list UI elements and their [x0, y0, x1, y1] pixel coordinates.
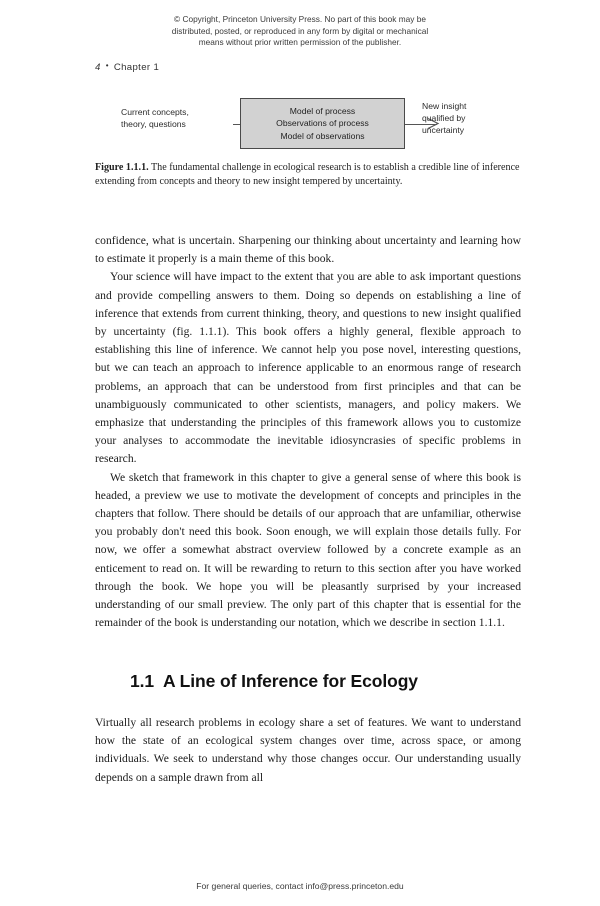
- figure-caption-label: Figure 1.1.1.: [95, 162, 149, 173]
- section-heading: [130, 671, 418, 692]
- diagram-input-label: [121, 106, 233, 130]
- diagram-input-label-line-1: Current concepts,: [121, 107, 189, 117]
- footer-text: For general queries, contact info@press.princeton.edu: [196, 881, 404, 891]
- diagram-box-line-1: Model of process: [289, 105, 356, 116]
- closing-paragraph: Virtually all research problems in ecology share a set of features. We want to understand how the state of an ecological system changes over time, across space, or among individuals. We seek to understand why those changes occur. Our understanding usually depends on a sample drawn from all: [95, 716, 521, 784]
- diagram-output-label-line-2: qualified by: [422, 113, 466, 124]
- copyright-line-3: means without prior written permission of the publisher.: [198, 37, 402, 48]
- copyright-line-2: distributed, posted, or reproduced in any form by digital or mechanical: [171, 25, 429, 36]
- body-paragraph-2: Your science will have impact to the extent that you are able to ask important questions and provide compelling answers to them. Doing so depends on establishing a line of inference that extends from current thinking, theory, and questions to new insight qualified by uncertainty (fig. 1.1.1). This book offers a highly general, flexible approach to establishing this line of inference. We cannot help you pose novel, interesting questions, but we can teach an approach to inference applicable to an enormous range of research problems, an approach that can be understood from first principles and that can be unambiguously communicated to other scientists, managers, and policy makers. We emphasize that understanding the principles of this framework allows you to customize your analyses to accommodate the inevitable idiosyncrasies of specific problems in research.: [95, 270, 521, 466]
- body-paragraph-3: We sketch that framework in this chapter to give a general sense of where this book is headed, a preview we use to motivate the development of concepts and principles in the chapters that follow. There should be details of our approach that are unfamiliar, otherwise you probably don't need this book. Soon enough, we will explain those details fully. For now, we offer a somewhat abstract overview followed by a concrete example as an enticement to read on. It will be rewarding to return to this section after you have worked through the book. We hope you will be pleasantly surprised by your increased understanding of our small preview. The only part of this chapter that is essential for the remainder of the book is understanding our notation, which we describe in section 1.1.1.: [95, 470, 521, 630]
- page-footer: [0, 881, 600, 891]
- body-text-column: [95, 232, 521, 632]
- figure-caption-text: The fundamental challenge in ecological research is to establish a credible line of inference extending from concepts and theory to new insight tempered by uncertainty.: [95, 162, 520, 188]
- section-number: 1.1: [130, 671, 155, 691]
- chapter-label: Chapter 1: [113, 62, 160, 73]
- diagram-box-line-2: Observations of process: [276, 118, 369, 129]
- diagram-process-box: [240, 98, 405, 149]
- diagram-box-line-3: Model of observations: [280, 130, 365, 141]
- diagram-input-label-line-2: theory, questions: [121, 119, 186, 130]
- copyright-notice: [100, 14, 500, 49]
- diagram-output-label: [422, 100, 532, 137]
- section-body-text: [95, 714, 521, 787]
- body-paragraph-1: confidence, what is uncertain. Sharpening our thinking about uncertainty and learning how to estimate it properly is a main theme of this book.: [95, 234, 521, 266]
- running-head: [95, 61, 159, 73]
- copyright-line-1: © Copyright, Princeton University Press. No part of this book may be: [174, 14, 426, 24]
- section-title: A Line of Inference for Ecology: [163, 671, 418, 691]
- bullet-separator-icon: •: [105, 61, 109, 70]
- figure-1-1-1-diagram: [95, 96, 527, 154]
- figure-caption: [95, 161, 521, 189]
- page-number: 4: [95, 62, 101, 73]
- diagram-output-label-line-1: New insight: [422, 101, 467, 111]
- diagram-output-label-line-3: uncertainty: [422, 125, 465, 136]
